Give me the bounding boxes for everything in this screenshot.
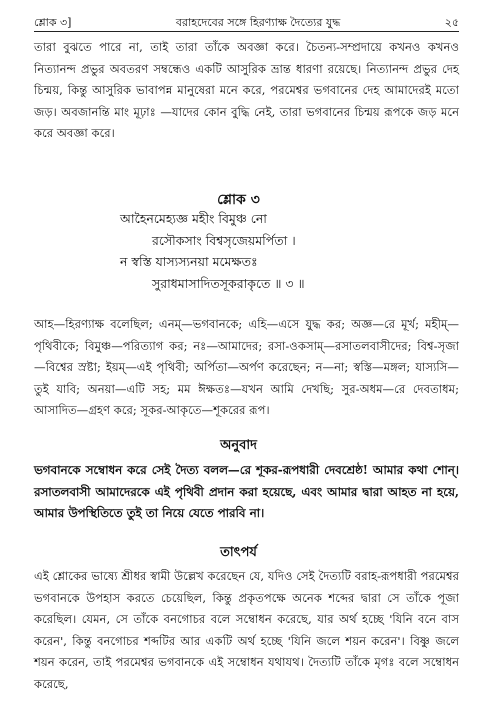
translation-text: ভগবানকে সম্বোধন করে সেই দৈত্য বলল—রে শূকর-রূপধারী দেবশ্রেষ্ঠ! আমার কথা শোন্। রসাতলবাসী আমাদেরকে এই পৃথিবী প্রদান করা হয়েছে, এবং আমার দ্বারা আহত না হয়ে, আমার উপস্থিতিতে তুই তা নিয়ে যেতে পারবি না। [34, 463, 459, 520]
purport-heading: তাৎপর্য [220, 545, 257, 560]
translation-heading: অনুবাদ [220, 438, 257, 453]
verse-line-3: ন স্বস্তি যাস্যস্যনয়া মমেক্ষতঃ [120, 254, 258, 269]
synonyms-text: আহ—হিরণ্যাক্ষ বলেছিল; এনম্—ভগবানকে; এহি—এসে যুদ্ধ কর; অজ্ঞ—রে মূর্খ; মহীম্—পৃথিবীকে; বিমুঞ্চ—পরিত্যাগ কর; নঃ—আমাদের; রসা-ওকসাম্—রসাতলবাসীদের; বিশ্ব-সৃজা—বিশ্বের স্রষ্টা; ইয়ম্—এই পৃথিবী; অর্পিতা—অর্পণ করেছেন; ন—না; স্বস্তি—মঙ্গল; যাস্যসি—তুই যাবি; অনয়া—এটি সহ; মম ঈক্ষতঃ—যখন আমি দেখছি; সুর-অধম—রে দেবতাধম; আসাদিত—গ্রহণ করে; সূকর-আকৃতে—শূকরের রূপ। [34, 317, 459, 417]
purport-section [34, 566, 459, 695]
header-chapter-title: বরাহদেবের সঙ্গে হিরণ্যাক্ষ দৈত্যের যুদ্ধ [175, 16, 341, 29]
verse-line-2: রসৌকসাং বিশ্বসৃজেয়মর্পিতা । [152, 232, 296, 248]
header-chapter-ref: শ্লোক ৩] [34, 16, 72, 29]
translation-section [34, 460, 459, 525]
purport-text: এই শ্লোকের ভাষ্যে শ্রীধর স্বামী উল্লেখ করেছেন যে, যদিও সেই দৈত্যটি বরাহ-রূপধারী পরমেশ্বর ভগবানকে উপহাস করতে চেয়েছিল, কিন্তু প্রকৃতপক্ষে অনেক শব্দের দ্বারা সে তাঁকে পূজা করেছিল। যেমন, সে তাঁকে বনগোচর বলে সম্বোধন করেছে, যার অর্থ হচ্ছে 'যিনি বনে বাস করেন', কিন্তু বনগোচর শব্দটির আর একটি অর্থ হচ্ছে 'যিনি জলে শয়ন করেন'। বিষ্ণু জলে শয়ন করেন, তাই পরমেশ্বর ভগবানকে এই সম্বোধন যথাযথ। দৈত্যটি তাঁকে মৃগঃ বলে সম্বোধন করেছে, [34, 569, 459, 691]
sanskrit-verse [120, 208, 457, 294]
verse-title: শ্লোক ৩ [217, 192, 260, 208]
word-for-word-synonyms [34, 314, 459, 422]
intro-text: তারা বুঝতে পারে না, তাই তারা তাঁকে অবজ্ঞা করে। চৈতন্য-সম্প্রদায়ে কখনও কখনও নিত্যানন্দ প্রভুর অবতরণ সম্বন্ধেও একটি আসুরিক ভ্রান্ত ধারণা রয়েছে। নিত্যানন্দ প্রভুর দেহ চিন্ময়, কিন্তু আসুরিক ভাবাপন্ন মানুষেরা মনে করে, পরমেশ্বর ভগবানের দেহ আমাদেরই মতো জড়। অবজানন্তি মাং মূঢ়াঃ —যাদের কোন বুদ্ধি নেই, তারা ভগবানের চিন্ময় রূপকে জড় মনে করে অবজ্ঞা করে। [34, 40, 460, 140]
intro-paragraph [34, 37, 459, 145]
header-rule [34, 31, 459, 32]
verse-line-1: আহৈনমেহ্যজ্ঞ মহীং বিমুঞ্চ নো [120, 211, 267, 226]
verse-line-4: সুরাধমাসাদিতসূকরাকৃতে ॥ ৩ ॥ [152, 275, 305, 291]
page-number: ২৫ [444, 16, 459, 29]
